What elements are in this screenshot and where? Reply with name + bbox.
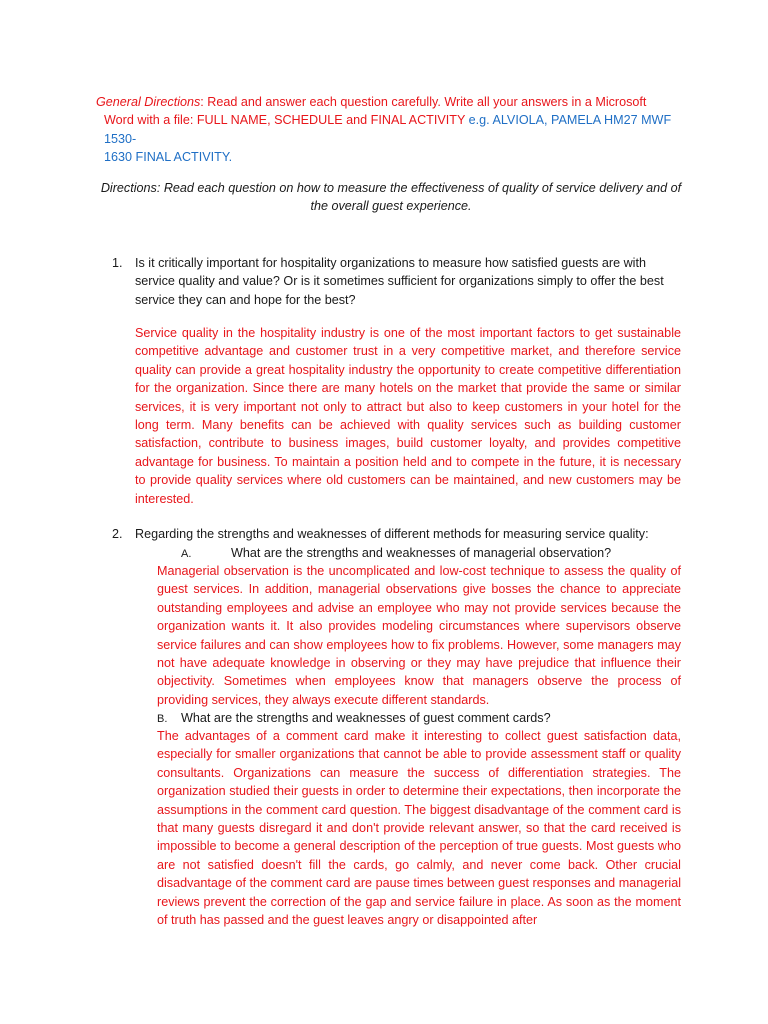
question-2	[112, 525, 682, 543]
file-name-example: e.g. ALVIOLA, PAMELA HM27 MWF 1530-	[104, 113, 672, 146]
general-directions: General Directions: Read and answer each question carefully. Write all your answers in a Microsoft Word with a file: FULL NAME, SCHEDULE and FINAL ACTIVITY e.g. ALVIOLA, PAMELA HM27 MWF 1530- 1630 FINAL ACTIVITY.	[96, 93, 696, 167]
question-2b-letter: B.	[157, 713, 168, 725]
question-2a	[181, 544, 611, 563]
question-2-number: 2.	[112, 527, 123, 541]
general-directions-instruction-2: Word with a file: FULL NAME, SCHEDULE and FINAL ACTIVITY	[104, 113, 466, 128]
question-1-text: Is it critically important for hospitality organizations to measure how satisfied guests are with service quality and value? Or is it sometimes sufficient for organizations simply to offer the best service they can and hope for the best?	[135, 256, 664, 307]
answer-2a: Managerial observation is the uncomplicated and low-cost technique to assess the quality of guest services. In addition, managerial observations give bosses the chance to appreciate outstanding employees and advise an employee who may not provide services because the organization wants it. It also provides modeling circumstances where supervisors observe service failures and can show employees how to fix problems. However, some managers may not have adequate knowledge in observing or they may have prejudice that influence their objectivity. Sometimes when employees know that managers observe the process of providing services, they always execute different standards.	[157, 564, 681, 707]
question-2b-text: What are the strengths and weaknesses of guest comment cards?	[181, 711, 551, 725]
answer-1: Service quality in the hospitality industry is one of the most important factors to get sustainable competitive advantage and customer trust in a very competitive market, and therefore service quality can provide a great hospitality industry the opportunity to create competitive differentiation for the organization. Since there are many hotels on the market that provide the same or similar services, it is very important not only to attract but also to keep customers in your hotel for the long term. Many benefits can be achieved with quality services such as building customer satisfaction, contribute to business images, build customer loyalty, and provides competitive advantage for business. To maintain a position held and to compete in the future, it is necessary to provide quality services where old customers can be maintained, and new customers may be interested.	[135, 326, 681, 506]
question-2b	[157, 709, 551, 728]
directions-line-2: the overall guest experience.	[310, 199, 472, 214]
answer-2b: The advantages of a comment card make it interesting to collect guest satisfaction data, especially for smaller organizations that cannot be able to provide assessment staff or quality consultants. Organizations can measure the success of differentiation strategies. The organization studied their guests in order to determine their expectations, then incorporate the assumptions in the comment card question. The biggest disadvantage of the comment card is that many guests disregard it and don't provide relevant answer, so that the card received is impossible to become a general description of the perception of true guests. Most guests who are not satisfied doesn't fill the cards, go calmly, and never come back. Other crucial disadvantage of the comment card are pause times between guest responses and managerial reviews prevent the correction of the gap and service failure in place. As soon as the moment of truth has passed and the guest leaves angry or disappointed after	[157, 729, 681, 928]
general-directions-label: General Directions	[96, 95, 201, 109]
file-name-example-continued: 1630 FINAL ACTIVITY.	[104, 150, 233, 165]
question-1-number: 1.	[112, 256, 123, 270]
directions	[96, 179, 686, 216]
question-1	[112, 254, 682, 309]
question-2a-letter: A.	[181, 548, 192, 560]
question-2-text: Regarding the strengths and weaknesses of different methods for measuring service quality:	[135, 527, 649, 541]
question-2a-text: What are the strengths and weaknesses of managerial observation?	[231, 546, 612, 560]
directions-line-1: Directions: Read each question on how to measure the effectiveness of quality of service delivery and of	[100, 181, 682, 195]
general-directions-instruction: Read and answer each question carefully. Write all your answers in a Microsoft	[207, 95, 647, 109]
